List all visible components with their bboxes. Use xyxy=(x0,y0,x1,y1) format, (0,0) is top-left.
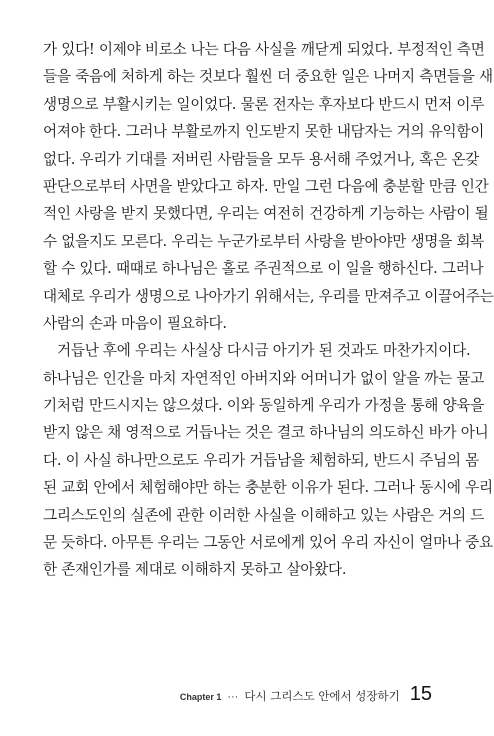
text-line: 한 존재인가를 제대로 이해하지 못하고 살아왔다. xyxy=(43,561,347,579)
text-line: 그리스도인의 실존에 관한 이러한 사실을 이해하고 있는 사람은 거의 드 xyxy=(43,506,485,524)
paragraph-1 xyxy=(43,36,494,337)
text-line: 생명으로 부활시키는 일이었다. 물론 전자는 후자보다 반드시 먼저 이루 xyxy=(43,95,485,113)
text-line: 기처럼 만드시지는 않으셨다. 이와 동일하게 우리가 가정을 통해 양육을 xyxy=(43,397,485,415)
paragraph-2 xyxy=(43,337,493,584)
text-line: 문 듯하다. 아무튼 우리는 그동안 서로에게 있어 우리 자신이 얼마나 중요 xyxy=(43,534,493,552)
text-line: 할 수 있다. 때때로 하나님은 홀로 주권적으로 이 일을 행하신다. 그러나 xyxy=(43,260,484,278)
text-line: 된 교회 안에서 체험해야만 하는 충분한 이유가 된다. 그러나 동시에 우리 xyxy=(43,479,493,497)
chapter-label: Chapter 1 xyxy=(179,692,222,702)
text-line: 어져야 한다. 그러나 부활로까지 인도받지 못한 내담자는 거의 유익함이 xyxy=(43,123,485,141)
text-line: 하나님은 인간을 마치 자연적인 아버지와 어머니가 없이 알을 까는 물고 xyxy=(43,369,485,387)
page-footer xyxy=(180,683,432,706)
text-line: 사람의 손과 마음이 필요하다. xyxy=(43,314,227,332)
separator-dots: ··· xyxy=(227,691,239,703)
text-line: 판단으로부터 사면을 받았다고 하자. 만일 그런 다음에 충분할 만큼 인간 xyxy=(43,177,489,195)
text-line: 수 없을지도 모른다. 우리는 누군가로부터 사랑을 받아야만 생명을 회복 xyxy=(43,232,485,250)
text-line: 없다. 우리가 기대를 저버린 사람들을 모두 용서해 주었거나, 혹은 온갖 xyxy=(43,150,480,168)
text-line: 대체로 우리가 생명으로 나아가기 위해서는, 우리를 만져주고 이끌어주는 xyxy=(43,287,494,305)
body-text xyxy=(43,36,494,584)
text-line: 받지 않은 채 영적으로 거듭나는 것은 결코 하나님의 의도하신 바가 아니 xyxy=(43,424,489,442)
text-line: 거듭난 후에 우리는 사실상 다시금 아기가 된 것과도 마찬가지이다. xyxy=(57,342,471,360)
text-line: 들을 죽음에 처하게 하는 것보다 훨씬 더 중요한 일은 나머지 측면들을 새 xyxy=(43,68,493,86)
text-line: 가 있다! 이제야 비로소 나는 다음 사실을 깨닫게 되었다. 부정적인 측면 xyxy=(43,41,485,58)
page-number: 15 xyxy=(409,683,432,705)
text-line: 적인 사랑을 받지 못했다면, 우리는 여전히 건강하게 기능하는 사람이 될 xyxy=(43,205,489,223)
running-title: 다시 그리스도 안에서 성장하기 xyxy=(244,689,400,703)
text-line: 다. 이 사실 하나만으로도 우리가 거듭남을 체험하되, 반드시 주님의 몸 xyxy=(43,451,480,469)
